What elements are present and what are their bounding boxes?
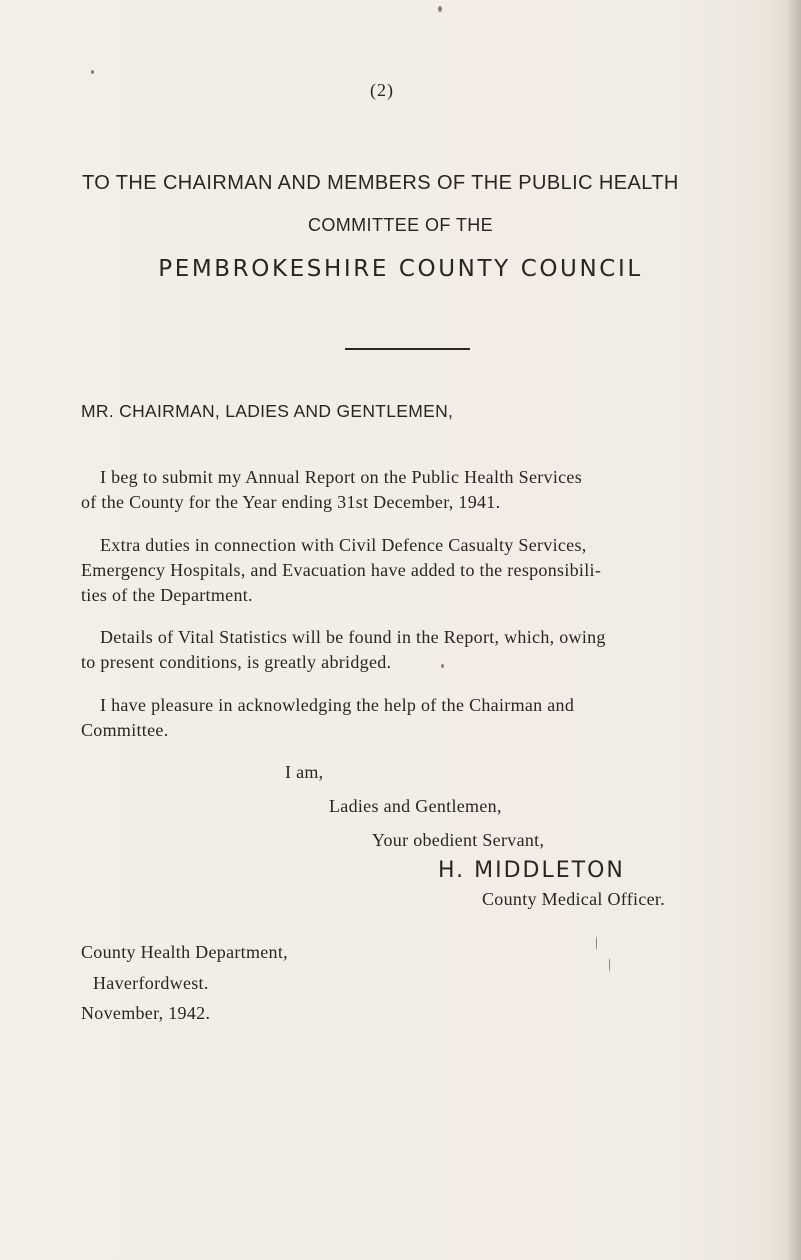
closing-ladies-gentlemen: Ladies and Gentlemen, — [329, 796, 502, 816]
paragraph-3 — [81, 625, 721, 675]
paragraph-3-line-2: to present conditions, is greatly abridged. — [81, 652, 392, 672]
paragraph-2-line-1: Extra duties in connection with Civil Defence Casualty Services, — [100, 535, 587, 555]
paragraph-1 — [81, 465, 721, 515]
address-line-2: Haverfordwest. — [93, 973, 209, 993]
scan-speck — [609, 958, 610, 972]
scan-speck — [441, 664, 444, 668]
heading-line-3: PEMBROKESHIRE COUNTY COUNCIL — [158, 256, 643, 282]
paragraph-2-line-3: ties of the Department. — [81, 585, 253, 605]
scan-speck — [91, 70, 94, 74]
signature-title: County Medical Officer. — [482, 889, 666, 909]
paragraph-4-line-2: Committee. — [81, 720, 169, 740]
paragraph-3-line-1: Details of Vital Statistics will be found in the Report, which, owing — [100, 627, 606, 647]
salutation: MR. CHAIRMAN, LADIES AND GENTLEMEN, — [81, 401, 454, 421]
closing-obedient-servant: Your obedient Servant, — [372, 830, 545, 850]
page-number: (2) — [370, 80, 394, 100]
address-date: November, 1942. — [81, 1003, 211, 1023]
heading-line-1: TO THE CHAIRMAN AND MEMBERS OF THE PUBLIC HEALTH — [82, 172, 679, 194]
paragraph-1-line-1: I beg to submit my Annual Report on the Public Health Services — [100, 467, 583, 487]
page-edge-shadow — [787, 0, 801, 1260]
address-line-1: County Health Department, — [81, 942, 288, 962]
scan-speck — [438, 6, 442, 12]
heading-line-2: COMMITTEE OF THE — [307, 215, 494, 235]
paragraph-4 — [81, 693, 721, 743]
heading-divider — [345, 348, 470, 350]
closing-i-am: I am, — [285, 762, 324, 782]
paragraph-2 — [81, 533, 721, 608]
paragraph-1-line-2: of the County for the Year ending 31st December, 1941. — [81, 492, 501, 512]
paragraph-2-line-2: Emergency Hospitals, and Evacuation have added to the responsibili- — [81, 560, 602, 580]
scan-speck — [596, 936, 597, 950]
signature-name: H. MIDDLETON — [438, 858, 625, 883]
paragraph-4-line-1: I have pleasure in acknowledging the help of the Chairman and — [100, 695, 575, 715]
